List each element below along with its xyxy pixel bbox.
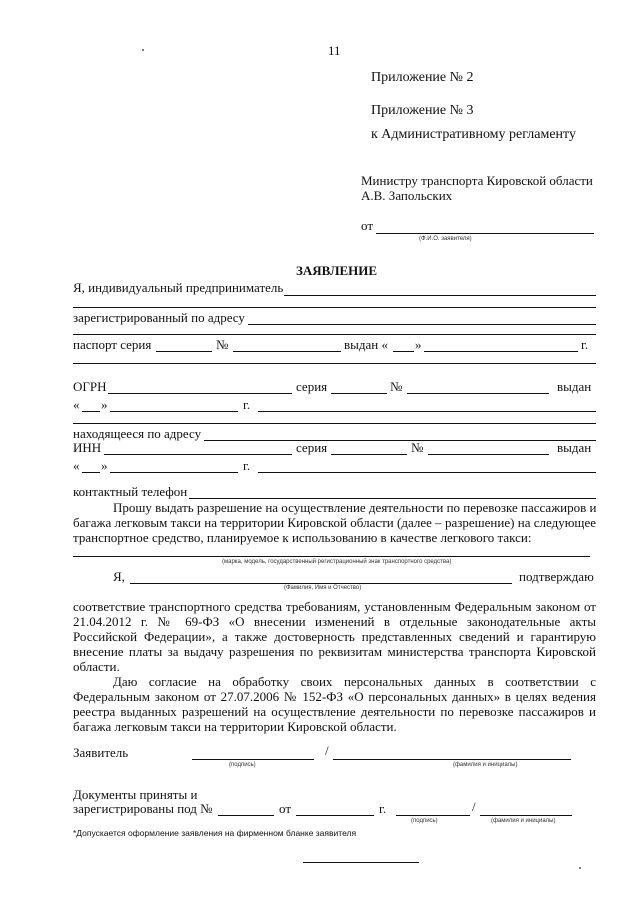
conformity-line-4: внесение платы за выдачу разрешения по реквизитам министерства транспорта Кировской	[73, 644, 596, 659]
fio-line	[130, 583, 512, 584]
inn-open-quote: «	[73, 458, 80, 473]
conformity-line-1: соответствие транспортного средства требованиям, установленным Федеральным законом от	[73, 599, 596, 614]
acceptance-name-caption: (фамилия и инициалы)	[491, 818, 556, 824]
inn-year: г.	[243, 458, 251, 473]
inn-label: ИНН	[73, 440, 102, 455]
inn-close-quote: »	[101, 458, 108, 473]
acceptance-sign-caption: (подпись)	[411, 818, 438, 824]
confirm-label: подтверждаю	[519, 569, 594, 584]
appendix-2: Приложение № 2	[371, 70, 474, 85]
conformity-line-5: области.	[73, 659, 120, 674]
passport-day-line	[393, 351, 414, 352]
applicant-name-caption: (фамилия и инициалы)	[453, 762, 518, 768]
passport-close-quote: »	[415, 337, 422, 352]
ogrn-line-2	[73, 423, 596, 424]
acceptance-sign-line	[396, 815, 470, 816]
request-line-2: багажа легковым такси на территории Кировской области (далее – разрешение) на следующее	[73, 515, 596, 530]
request-line-3: транспортное средство, планируемое к использованию в качестве легкового такси:	[73, 530, 532, 545]
passport-year: г.	[581, 337, 589, 352]
registered-label: зарегистрированный по адресу	[73, 310, 245, 325]
acceptance-name-line	[480, 815, 572, 816]
ogrn-number-sign: №	[390, 379, 403, 394]
from-caption: (Ф.И.О. заявителя)	[419, 236, 472, 242]
inn-number-line	[428, 454, 549, 455]
ogrn-open-quote: «	[73, 397, 80, 412]
addressee-line-2: А.В. Запольских	[361, 188, 453, 203]
consent-line-4: багажа легковым такси на территории Кировской области.	[73, 719, 397, 734]
acceptance-line-1: Документы приняты и	[73, 787, 198, 802]
regulation-ref: к Административному регламенту	[371, 127, 576, 142]
document-title: ЗАЯВЛЕНИЕ	[296, 263, 378, 278]
applicant-label: Заявитель	[73, 745, 129, 760]
acceptance-from: от	[279, 801, 292, 816]
footnote: *Допускается оформление заявления на фирменном бланке заявителя	[73, 828, 357, 838]
acceptance-slash: /	[472, 799, 476, 814]
ogrn-series-line	[331, 393, 387, 394]
inn-line	[104, 454, 292, 455]
applicant-name-line	[333, 759, 571, 760]
entrepreneur-line-2	[73, 307, 596, 308]
located-line	[204, 440, 596, 441]
i-label: Я,	[113, 569, 125, 584]
acceptance-number-line	[218, 815, 274, 816]
ogrn-close-quote: »	[101, 397, 108, 412]
scan-speck	[142, 49, 144, 51]
ogrn-number-line	[407, 393, 549, 394]
located-label: находящееся по адресу	[73, 426, 202, 441]
consent-line-2: Федеральным законом от 27.07.2006 № 152-ФЗ «О персональных данных» в целях ведения	[73, 689, 596, 704]
registered-line-2	[73, 334, 596, 335]
conformity-line-3: Российской Федерации», а также достоверность представленных сведений и гарантирую	[73, 629, 596, 644]
acceptance-year: г.	[379, 801, 387, 816]
registered-line	[248, 324, 596, 325]
inn-number-sign: №	[411, 440, 424, 455]
conformity-line-2: 21.04.2012 г. № 69-ФЗ «О внесении изменений в отдельные законодательные акты	[73, 614, 596, 629]
from-label: от	[361, 218, 374, 233]
acceptance-date-line	[296, 815, 374, 816]
vehicle-caption: (марка, модель, государственный регистрационный знак транспортного средства)	[222, 559, 452, 565]
entrepreneur-line	[284, 295, 596, 296]
applicant-sign-caption: (подпись)	[229, 762, 256, 768]
consent-line-3: реестра выданных разрешений на осуществление деятельности по перевозке пассажиров и	[73, 704, 596, 719]
bottom-rule	[303, 862, 419, 863]
passport-series-line	[156, 351, 212, 352]
ogrn-line	[108, 393, 292, 394]
applicant-slash: /	[325, 743, 329, 758]
page-number: 11	[328, 43, 341, 58]
vehicle-line	[73, 556, 590, 557]
passport-number-sign: №	[216, 337, 229, 352]
addressee-line-1: Министру транспорта Кировской области	[361, 173, 593, 188]
passport-number-line	[233, 351, 341, 352]
entrepreneur-label: Я, индивидуальный предприниматель	[73, 280, 284, 295]
inn-month-line	[110, 472, 238, 473]
from-line	[376, 233, 594, 234]
passport-series-label: паспорт серия	[73, 337, 152, 352]
passport-line-2	[73, 363, 596, 364]
ogrn-series-label: серия	[296, 379, 328, 394]
request-line-1: Прошу выдать разрешение на осуществление деятельности по перевозке пассажиров и	[113, 500, 597, 515]
ogrn-label: ОГРН	[73, 379, 107, 394]
acceptance-line-2: зарегистрированы под №	[73, 801, 213, 816]
appendix-3: Приложение № 3	[371, 103, 474, 118]
ogrn-issuer-line	[258, 411, 596, 412]
phone-label: контактный телефон	[73, 484, 188, 499]
inn-issued-label: выдан	[557, 440, 592, 455]
passport-issued-label: выдан «	[344, 337, 388, 352]
ogrn-month-line	[110, 411, 238, 412]
consent-line-1: Даю согласие на обработку своих персональных данных в соответствии с	[113, 674, 596, 689]
ogrn-year: г.	[243, 397, 251, 412]
fio-caption: (Фамилия, Имя и Отчество)	[284, 585, 362, 591]
scan-speck	[579, 867, 581, 869]
passport-date-line	[424, 351, 578, 352]
applicant-sign-line	[192, 759, 314, 760]
inn-issuer-line	[258, 472, 596, 473]
ogrn-issued-label: выдан	[557, 379, 592, 394]
inn-day-line	[82, 472, 100, 473]
ogrn-day-line	[82, 411, 100, 412]
inn-series-label: серия	[296, 440, 328, 455]
inn-series-line	[331, 454, 407, 455]
phone-line	[189, 498, 596, 499]
